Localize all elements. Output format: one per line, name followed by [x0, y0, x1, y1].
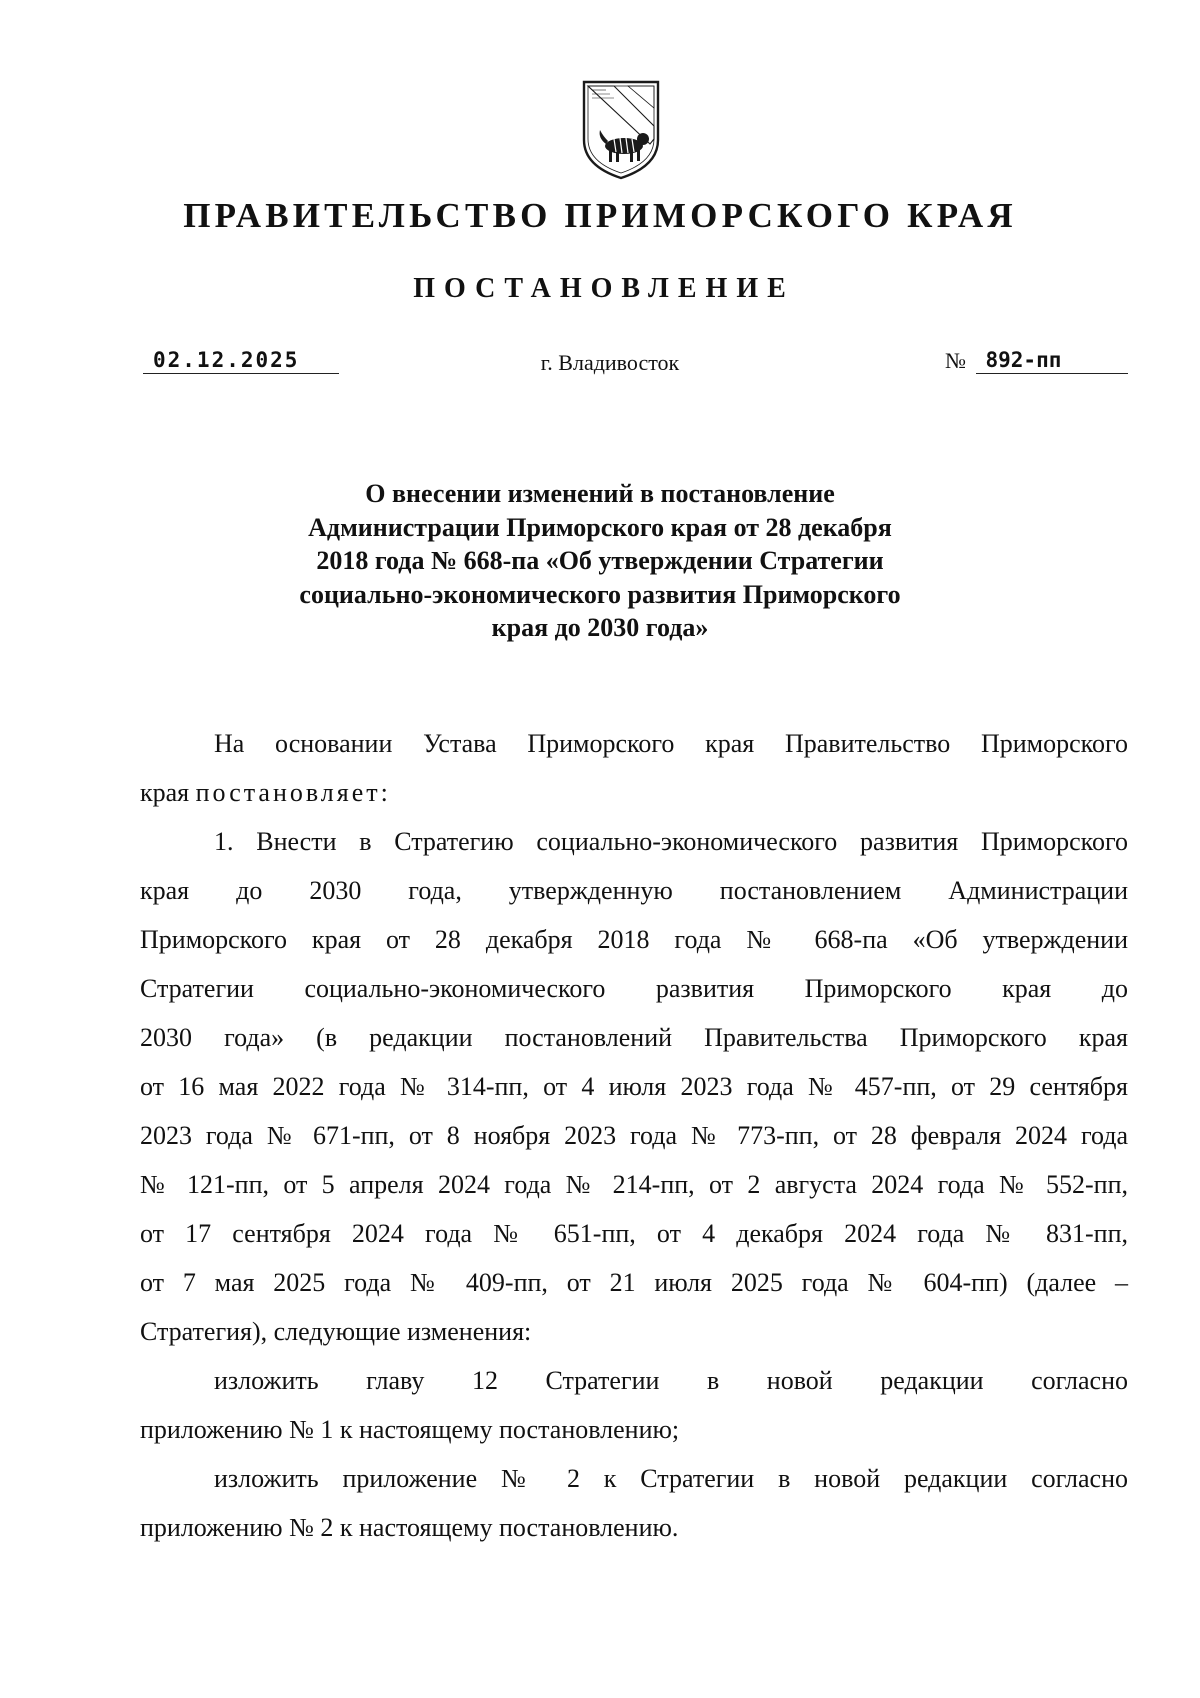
change-1-paragraph [140, 1356, 1128, 1454]
body-line: № 121-пп, от 5 апреля 2024 года № 214-пп, от 2 августа 2024 года № 552-пп, [140, 1170, 1128, 1199]
resolves-word: постановляет: [195, 778, 391, 807]
change-2-paragraph [140, 1454, 1128, 1552]
body-line: 1. Внести в Стратегию социально-экономического развития Приморского [214, 827, 1128, 856]
body-line: 2023 года № 671-пп, от 8 ноября 2023 года № 773-пп, от 28 февраля 2024 года [140, 1121, 1128, 1150]
intro-region-word: края [140, 778, 196, 807]
document-date: 02.12.2025 [143, 347, 339, 374]
body-line: приложению № 1 к настоящему постановлению; [140, 1415, 680, 1444]
body-line: Стратегии социально-экономического развития Приморского края до [140, 974, 1128, 1003]
body-line: приложению № 2 к настоящему постановлению. [140, 1513, 679, 1542]
body-line: изложить приложение № 2 к Стратегии в новой редакции согласно [214, 1464, 1128, 1493]
body-line: от 17 сентября 2024 года № 651-пп, от 4 декабря 2024 года № 831-пп, [140, 1219, 1128, 1248]
subject-line: социально-экономического развития Приморского [299, 579, 901, 609]
document-type-title: ПОСТАНОВЛЕНИЕ [413, 273, 795, 304]
subject-line: Администрации Приморского края от 28 декабря [308, 512, 892, 542]
subject-line: 2018 года № 668-па «Об утверждении Стратегии [316, 546, 884, 575]
primorsky-krai-coat-of-arms-icon [580, 78, 662, 182]
subject-line: О внесении изменений в постановление [365, 479, 835, 508]
document-number: 892-пп [976, 347, 1128, 374]
body-line: от 7 мая 2025 года № 409-пп, от 21 июля 2025 года № 604-пп) (далее – [140, 1268, 1128, 1297]
intro-paragraph [140, 719, 1128, 817]
document-body [140, 719, 1128, 1552]
item-1-paragraph [140, 817, 1128, 1356]
body-line: Стратегия), следующие изменения: [140, 1317, 532, 1346]
subject-line: края до 2030 года» [491, 613, 709, 642]
body-line: 2030 года» (в редакции постановлений Правительства Приморского края [140, 1023, 1128, 1052]
document-subject [230, 477, 970, 645]
body-line: края до 2030 года, утвержденную постановлением Администрации [140, 876, 1128, 905]
government-title: ПРАВИТЕЛЬСТВО ПРИМОРСКОГО КРАЯ [183, 196, 1017, 235]
number-sign: № [945, 348, 966, 373]
body-line: от 16 мая 2022 года № 314-пп, от 4 июля 2023 года № 457-пп, от 29 сентября [140, 1072, 1128, 1101]
document-number-block [945, 347, 1128, 374]
body-line: изложить главу 12 Стратегии в новой редакции согласно [214, 1366, 1128, 1395]
body-line: Приморского края от 28 декабря 2018 года № 668-па «Об утверждении [140, 925, 1128, 954]
body-line [140, 768, 1128, 817]
body-line: На основании Устава Приморского края Правительство Приморского [214, 729, 1128, 758]
document-city: г. Владивосток [540, 350, 680, 375]
